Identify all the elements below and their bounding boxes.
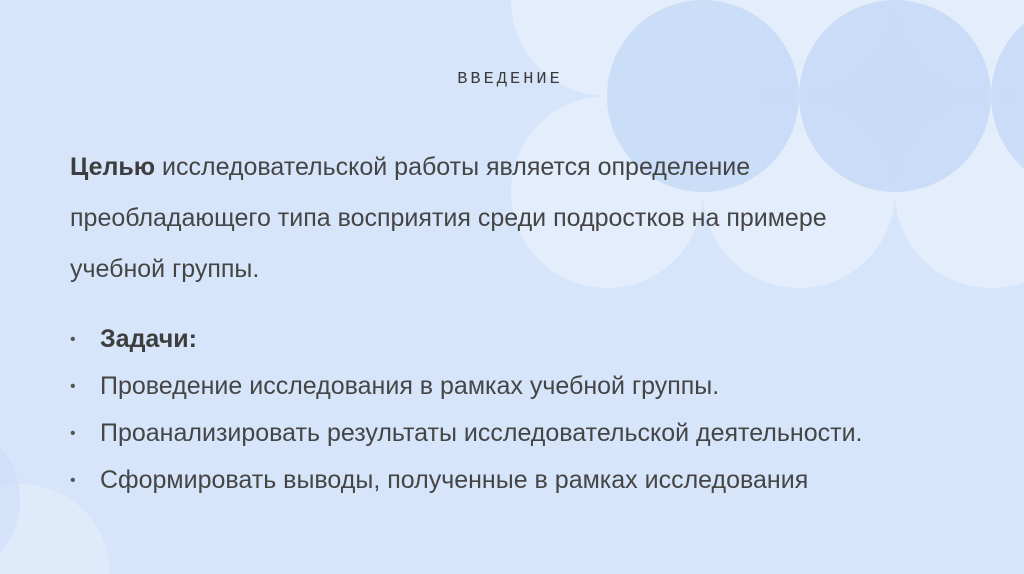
bullet: • [70, 378, 76, 395]
goal-text: исследовательской работы является определение преобладающего типа восприятия среди подростков на примере учебной группы. [70, 153, 827, 283]
slide-title: ВВЕДЕНИЕ [457, 70, 563, 89]
list-item [70, 457, 950, 504]
goal-lead: Целью [70, 153, 156, 181]
tasks-heading: Задачи: [100, 325, 197, 353]
list-item [70, 363, 950, 410]
task-text: Проведение исследования в рамках учебной группы. [100, 372, 720, 400]
bullet: • [70, 472, 76, 489]
task-text: Сформировать выводы, полученные в рамках исследования [100, 466, 809, 494]
tasks-list [70, 316, 950, 504]
list-item [70, 410, 950, 457]
bullet: • [70, 425, 76, 442]
goal-paragraph [70, 142, 910, 295]
bullet: • [70, 331, 76, 348]
tasks-heading-item [70, 316, 950, 363]
task-text: Проанализировать результаты исследовательской деятельности. [100, 419, 863, 447]
